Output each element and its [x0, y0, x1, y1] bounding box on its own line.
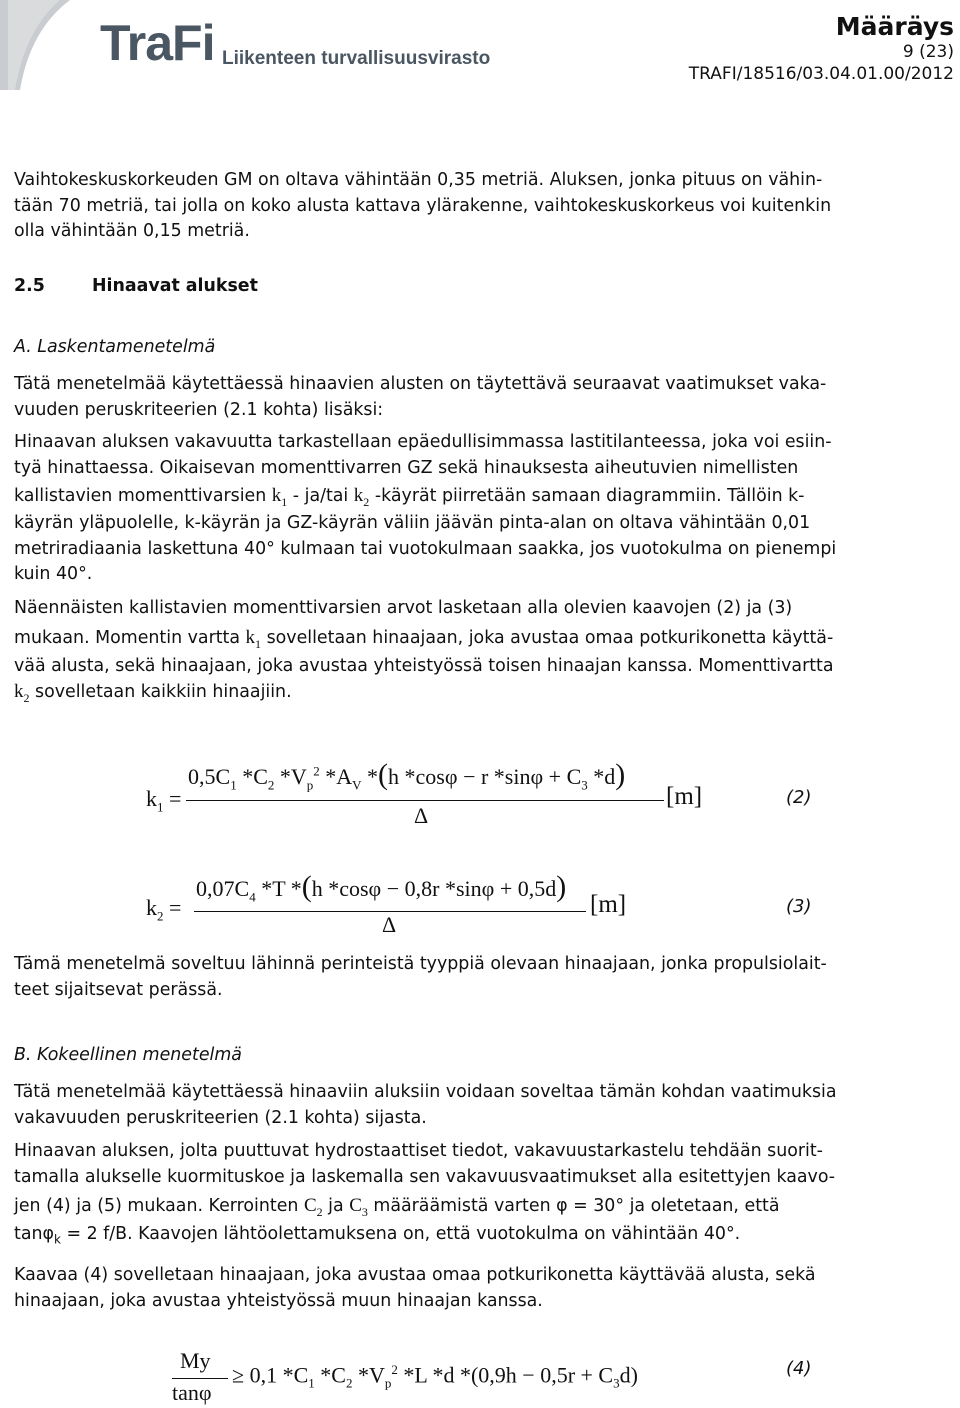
equation-2-fraction-bar: [186, 800, 664, 801]
equation-3-numerator: $0,07C_4$ *T *(h *cosφ − 0,8r *sinφ + 0,5d): [196, 870, 567, 905]
text-line: kallistavien momenttivarsien $k_1 - ja/tai$ $k_2$ -käyrät piirretään samaan diagrammiin. Tällöin k-: [14, 485, 805, 509]
text-line: tamalla alukselle kuormituskoe ja laskemalla sen vakavuusvaatimukset alla esitettyjen kaavo-: [14, 1166, 836, 1187]
text-line: $k_2$ sovelletaan kaikkiin hinaajiin.: [14, 681, 292, 705]
paragraph-a-2: [14, 430, 952, 588]
paragraph-b-3: [14, 1263, 952, 1314]
symbol-k1: $k_1$: [271, 485, 288, 509]
symbol-k2: $k_2$: [14, 681, 30, 705]
equation-2-label: (2): [786, 787, 812, 808]
text-line: Kaavaa (4) sovelletaan hinaajaan, joka avustaa omaa potkurikonetta käyttävää alusta, sekä: [14, 1265, 816, 1285]
text-line: käyrän yläpuolelle, k-käyrän ja GZ-käyrän väliin jäävän pinta-alan on oltava vähintään 0,01: [14, 513, 811, 533]
paragraph-gm: [14, 168, 952, 245]
equation-3-lhs: $k_2$ =: [146, 895, 182, 924]
text-line: vuuden peruskriteerien (2.1 kohta) lisäksi:: [14, 399, 384, 420]
text-line: teet sijaitsevat perässä.: [14, 979, 223, 1000]
text-line: tanφ$_k$ = 2 f/B. Kaavojen lähtöolettamuksena on, että vuotokulma on vähintään 40°.: [14, 1224, 741, 1247]
section-heading: [14, 276, 258, 296]
symbol-k1: $k_1$: [245, 626, 262, 651]
document-reference: TRAFI/18516/03.04.01.00/2012: [688, 64, 954, 84]
text-line: Tätä menetelmää käytettäessä hinaaviin aluksiin voidaan soveltaa tämän kohdan vaatimuksia: [14, 1082, 837, 1102]
text-line: kuin 40°.: [14, 564, 93, 584]
text-line: vää alusta, sekä hinaajaan, joka avustaa yhteistyössä toisen hinaajan kanssa. Momenttivartta: [14, 655, 834, 676]
paragraph-a-3: [14, 596, 952, 711]
equation-4-numerator: My: [180, 1348, 211, 1373]
section-number: 2.5: [14, 276, 45, 296]
subheading-b: B. Kokeellinen menetelmä: [14, 1045, 242, 1065]
logo-brand: TraFi: [100, 15, 215, 71]
text-line: jen (4) ja (5) mukaan. Kerrointen $C_2$ ja $C_3$ määräämistä varten φ = 30° ja oletetaan, että: [14, 1195, 780, 1219]
equation-3-denominator: Δ: [382, 912, 397, 937]
equation-4-rhs: ≥ 0,1 $*C_1$ $*C_2$ $*V_p^2$ *L *d $*(0,9h - 0,5r + C_3d)$: [232, 1362, 638, 1391]
paragraph-b-2: [14, 1139, 952, 1253]
text-line: tyä hinattaessa. Oikaisevan momenttivarren GZ sekä hinauksesta aiheutuvien nimellisten: [14, 457, 799, 478]
text-line: vakavuuden peruskriteerien (2.1 kohta) sijasta.: [14, 1107, 427, 1128]
text-line: olla vähintään 0,15 metriä.: [14, 221, 250, 241]
text-line: hinaajaan, joka avustaa yhteistyössä muun hinaajan kanssa.: [14, 1290, 543, 1311]
text-line: Näennäisten kallistavien momenttivarsien arvot lasketaan alla olevien kaavojen (2) ja (3): [14, 598, 793, 618]
equation-2-unit: [m]: [666, 783, 703, 810]
equation-2-numerator: $0,5C_1$ $*C_2$ $*V_p^2$ $*A_V$ *(h *cosφ − r $*\sin\varphi + C_3$ *d): [188, 758, 626, 793]
equation-4-label: (4): [786, 1358, 812, 1379]
paragraph-a-intro: [14, 372, 952, 423]
paragraph-a-4: [14, 952, 952, 1003]
equation-2-lhs: $k_1$ =: [146, 786, 182, 815]
trafi-logo-mark: [0, 0, 100, 90]
subheading-a: A. Laskentamenetelmä: [14, 337, 216, 357]
text-line: Tämä menetelmä soveltuu lähinnä perinteistä tyyppiä olevaan hinaajaan, jonka propulsiolait-: [14, 954, 827, 974]
text-line: Hinaavan aluksen, jolta puuttuvat hydrostaattiset tiedot, vakavuustarkastelu tehdään suorit-: [14, 1141, 823, 1161]
text-line: metriradiaania laskettuna 40° kulmaan tai vuotokulmaan saakka, jos vuotokulma on pienempi: [14, 538, 837, 559]
text-line: Vaihtokeskuskorkeuden GM on oltava vähintään 0,35 metriä. Aluksen, jonka pituus on vähin-: [14, 170, 823, 190]
page-number: 9 (23): [902, 42, 954, 62]
equation-2-denominator: Δ: [414, 803, 429, 828]
equation-4-denominator: tanφ: [172, 1380, 212, 1405]
symbol-c3: $C_3$: [349, 1195, 368, 1219]
paragraph-b-intro: [14, 1080, 952, 1131]
text-line: Hinaavan aluksen vakavuutta tarkastellaan epäedullisimmassa lastitilanteessa, joka voi esiin-: [14, 432, 832, 452]
section-title: Hinaavat alukset: [92, 276, 258, 296]
text-line: mukaan. Momentin vartta $k_1$ sovelletaan hinaajaan, joka avustaa omaa potkurikonetta käyttä-: [14, 626, 834, 651]
symbol-k2: $k_2$: [353, 485, 370, 509]
document-type: Määräys: [835, 12, 954, 41]
logo-agency: Liikenteen turvallisuusvirasto: [222, 48, 491, 69]
equation-3-label: (3): [786, 896, 812, 917]
text-line: Tätä menetelmää käytettäessä hinaavien alusten on täytettävä seuraavat vaatimukset vaka-: [14, 374, 827, 394]
symbol-c2: $C_2$: [303, 1195, 323, 1219]
equation-3-unit: [m]: [590, 891, 627, 918]
text-line: tään 70 metriä, tai jolla on koko alusta kattava ylärakenne, vaihtokeskuskorkeus voi kuitenkin: [14, 195, 832, 216]
